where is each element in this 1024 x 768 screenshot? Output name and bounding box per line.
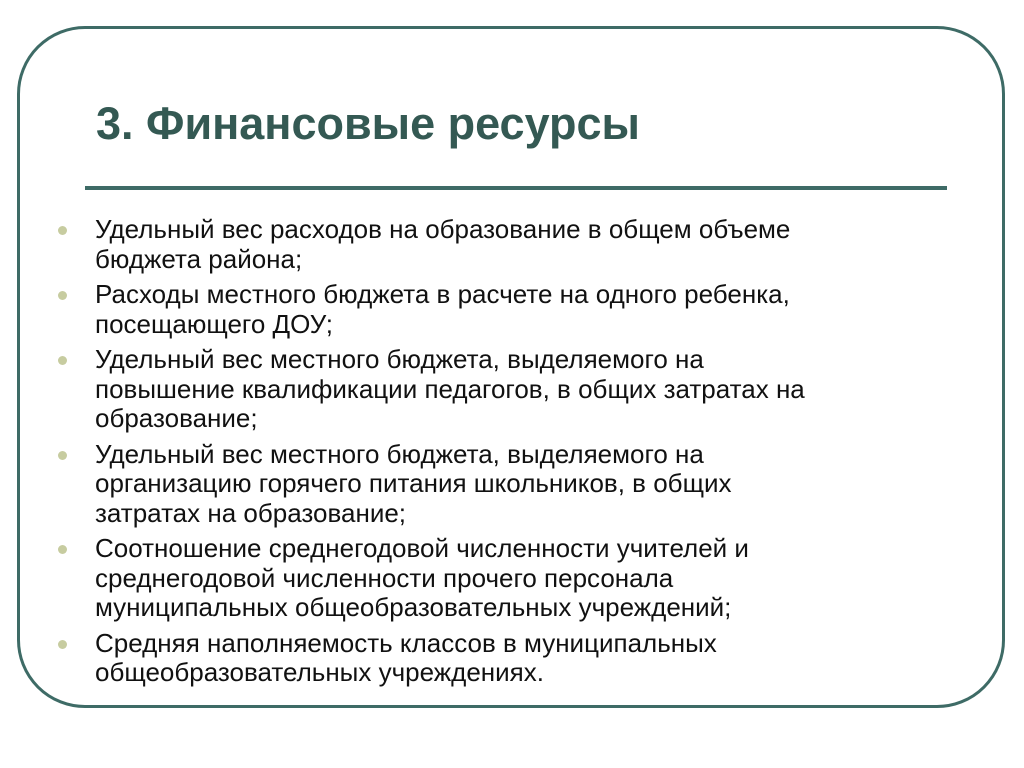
bullet-item xyxy=(58,215,968,274)
bullet-text-line: Удельный вес местного бюджета, выделяемого на xyxy=(95,438,704,469)
bullet-item xyxy=(58,280,968,339)
title-underline xyxy=(85,186,947,190)
bullet-text-line: посещающего ДОУ; xyxy=(95,308,333,339)
bullet-text-line: общеобразовательных учреждениях. xyxy=(95,657,544,687)
bullet-marker-icon xyxy=(58,640,67,649)
bullet-text-line: Средняя наполняемость классов в муниципальных xyxy=(95,627,717,658)
bullet-text-line: Удельный вес расходов на образование в общем объеме xyxy=(95,214,791,244)
bullet-marker-icon xyxy=(58,545,67,554)
bullet-text-line: затратах на образование; xyxy=(95,497,407,528)
bullet-text-line: среднегодовой численности прочего персонала xyxy=(95,562,674,593)
slide-title: 3. Финансовые ресурсы xyxy=(96,98,640,149)
bullet-text-line: Расходы местного бюджета в расчете на одного ребенка, xyxy=(95,279,790,309)
bullet-text-line: Соотношение среднегодовой численности учителей и xyxy=(95,533,749,563)
bullet-text-line: образование; xyxy=(95,403,258,433)
bullet-text-line: бюджета района; xyxy=(95,243,303,274)
bullet-text-line: повышение квалификации педагогов, в общих затратах на xyxy=(95,373,805,404)
bullet-text-line: муниципальных общеобразовательных учреждений; xyxy=(95,592,732,622)
bullet-item xyxy=(58,440,968,529)
bullet-item xyxy=(58,629,968,688)
bullet-text-line: Удельный вес местного бюджета, выделяемого на xyxy=(95,344,704,374)
bullet-marker-icon xyxy=(58,356,67,365)
bullet-item xyxy=(58,534,968,623)
bullet-marker-icon xyxy=(58,451,67,460)
bullet-item xyxy=(58,345,968,434)
bullet-marker-icon xyxy=(58,291,67,300)
bullet-marker-icon xyxy=(58,226,67,235)
bullet-list xyxy=(58,215,968,694)
bullet-text-line: организацию горячего питания школьников, в общих xyxy=(95,468,732,498)
